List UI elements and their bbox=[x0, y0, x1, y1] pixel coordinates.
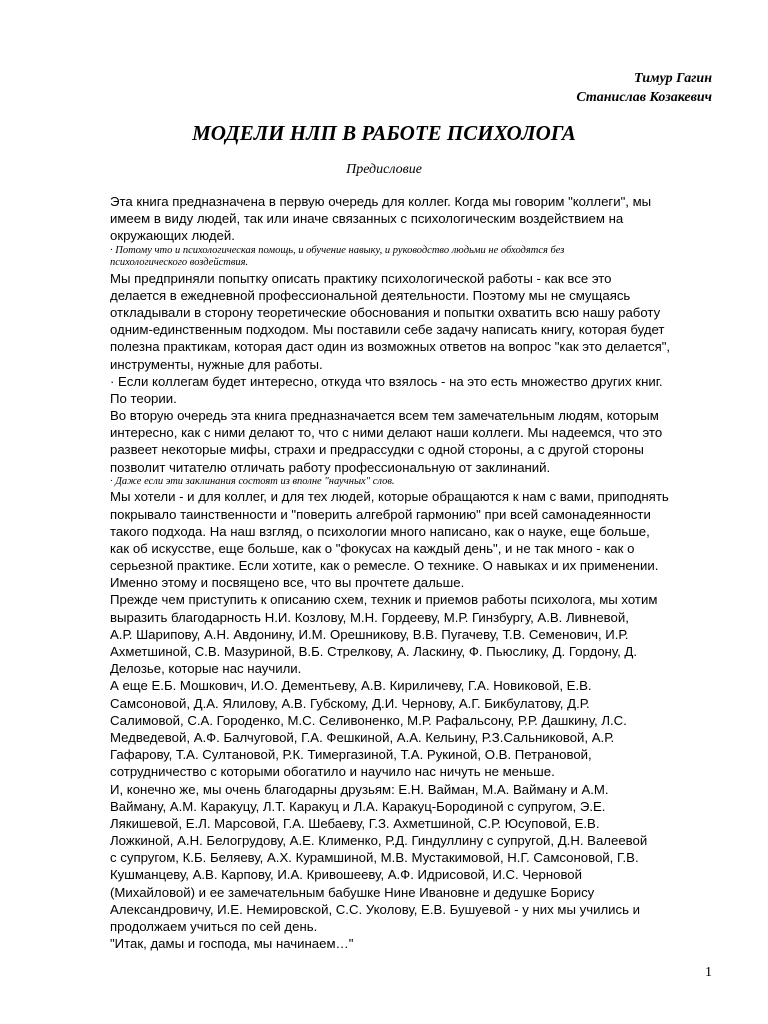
text-line: Ахметшиной, С.В. Мазуриной, В.Б. Стрелкову, А. Ласкину, Ф. Пьюслику, Д. Гордону, Д. bbox=[110, 644, 638, 659]
text-line: Прежде чем приступить к описанию схем, техник и приемов работы психолога, мы хотим bbox=[110, 592, 658, 608]
text-line: окружающих людей. bbox=[110, 228, 235, 244]
text-line: По теории. bbox=[110, 390, 177, 406]
text-line: развеет некоторые мифы, страхи и предрассудки с одной стороны, а с другой стороны bbox=[110, 442, 644, 458]
text-line: инструменты, нужные для работы. bbox=[110, 356, 323, 372]
text-line: Лякишевой, Е.Л. Марсовой, Г.А. Шебаеву, Г.З. Ахметшиной, С.Р. Юсуповой, Е.В. bbox=[110, 815, 600, 831]
footnote-line: · Потому что и психологическая помощь, и обучение навыку, и руководство людьми не обходятся без bbox=[110, 244, 565, 256]
text-line: Мы хотели - и для коллег, и для тех людей, которые обращаются к нам с вами, приподнять bbox=[110, 489, 669, 505]
book-title: МОДЕЛИ НЛП В РАБОТЕ ПСИХОЛОГА bbox=[192, 121, 576, 145]
text-line: А еще Е.Б. Мошкович, И.О. Дементьеву, А.В. Кириличеву, Г.А. Новиковой, Е.В. bbox=[110, 678, 592, 694]
text-line: Александровичу, И.Е. Немировской, С.С. Уколову, Е.В. Бушуевой - у них мы учились и bbox=[110, 901, 641, 917]
text-line: Гафарову, Т.А. Султановой, Р.К. Тимергазиной, Т.А. Рукиной, О.В. Петрановой, bbox=[110, 747, 592, 763]
text-line: сотрудничество с которыми обогатило и научило нас ничуть не меньше. bbox=[110, 764, 555, 780]
footnote-line: · Даже если эти заклинания состоят из вполне "научных" слов. bbox=[110, 475, 395, 487]
text-line: как об искусстве, еще больше, как о "фокусах на каждый день", и не так много - как о bbox=[110, 540, 635, 556]
text-line: Медведевой, А.Ф. Балчуговой, Г.А. Фешкиной, А.А. Кельину, Р.З.Сальниковой, А.Р. bbox=[110, 729, 615, 745]
text-line: серьезной практике. Если хотите, как о ремесле. О технике. О навыках и их применении. bbox=[110, 558, 659, 574]
text-line: Кушманцеву, А.В. Карпову, И.А. Кривошееву, А.Ф. Идрисовой, И.С. Черновой bbox=[110, 867, 583, 883]
author-name: Станислав Козакевич bbox=[576, 90, 712, 105]
text-line: такого подхода. На наш взгляд, о психологии много написано, как о науке, еще больше, bbox=[110, 523, 650, 539]
text-line: позволит читателю отличать работу профессиональную от заклинаний. bbox=[110, 459, 551, 475]
text-line: (Михайловой) и ее замечательным бабушке Нине Ивановне и дедушке Борису bbox=[110, 884, 595, 900]
text-line: Ложкиной, А.Н. Белогрудову, А.Е. Клименко, Р.Д. Гиндуллину с супругой, Д.Н. Валеевой bbox=[110, 833, 648, 849]
body-text bbox=[110, 193, 715, 952]
text-line: Именно этому и посвящено все, что вы прочтете дальше. bbox=[110, 575, 465, 591]
text-line: Во вторую очередь эта книга предназначается всем тем замечательным людям, которым bbox=[110, 408, 659, 424]
section-subtitle: Предисловие bbox=[346, 162, 422, 177]
text-line: Самсоновой, Д.А. Ялилову, А.В. Губскому, Д.И. Чернову, А.Г. Бикбулатову, Д.Р. bbox=[110, 695, 590, 711]
text-line: "Итак, дамы и господа, мы начинаем…" bbox=[110, 936, 354, 952]
author-name: Тимур Гагин bbox=[634, 71, 712, 86]
text-line: Эта книга предназначена в первую очередь для коллег. Когда мы говорим "коллеги", мы bbox=[110, 194, 652, 209]
footnote-line: психологического воздействия. bbox=[110, 257, 249, 269]
text-line: И, конечно же, мы очень благодарны друзьям: Е.Н. Вайман, М.А. Вайману и А.М. bbox=[110, 781, 609, 797]
text-line: Делозье, которые нас научили. bbox=[110, 661, 302, 677]
text-line: с супругом, К.Б. Беляеву, А.Х. Курамшиной, М.В. Мустакимовой, Н.Г. Самсоновой, Г.В. bbox=[110, 850, 639, 866]
text-line: А.Р. Шарипову, А.Н. Авдонину, И.М. Орешникову, В.В. Пугачеву, Т.В. Семенович, И.Р. bbox=[110, 626, 629, 642]
text-line: покрывало таинственности и "поверить алгеброй гармонию" при всей самонадеянности bbox=[110, 506, 651, 522]
text-line: Вайману, А.М. Каракуцу, Л.Т. Каракуц и Л.А. Каракуц-Бородиной с супругом, Э.Е. bbox=[110, 798, 606, 814]
text-line: интересно, как с ними делают то, что с ними делают наши коллеги. Мы надеемся, что это bbox=[110, 425, 663, 441]
text-line: Салимовой, С.А. Городенко, М.С. Селивоненко, М.Р. Рафальсону, Р.Р. Дашкину, Л.С. bbox=[110, 712, 627, 728]
text-line: откладывали в сторону теоретические обоснования и попытки охватить всю нашу работу bbox=[110, 304, 661, 320]
text-line: · Если коллегам будет интересно, откуда что взялось - на это есть множество других книг. bbox=[110, 373, 663, 389]
page-number: 1 bbox=[705, 965, 712, 980]
text-line: полезна практикам, которая даст один из возможных ответов на вопрос "как это делается", bbox=[110, 339, 671, 355]
text-line: одним-единственным подходом. Мы поставили себе задачу написать книгу, которая будет bbox=[110, 322, 665, 338]
text-line: имеем в виду людей, так или иначе связанных с психологическим воздействием на bbox=[110, 211, 624, 227]
text-line: продолжаем учиться по сей день. bbox=[110, 919, 318, 934]
author-block bbox=[576, 69, 712, 107]
text-line: делается в ежедневной профессиональной деятельности. Поэтому мы не смущаясь bbox=[110, 287, 631, 303]
text-line: выразить благодарность Н.И. Козлову, М.Н. Гордееву, М.Р. Гинзбургу, А.В. Ливневой, bbox=[110, 609, 629, 625]
text-line: Мы предприняли попытку описать практику психологической работы - как все это bbox=[110, 270, 612, 286]
